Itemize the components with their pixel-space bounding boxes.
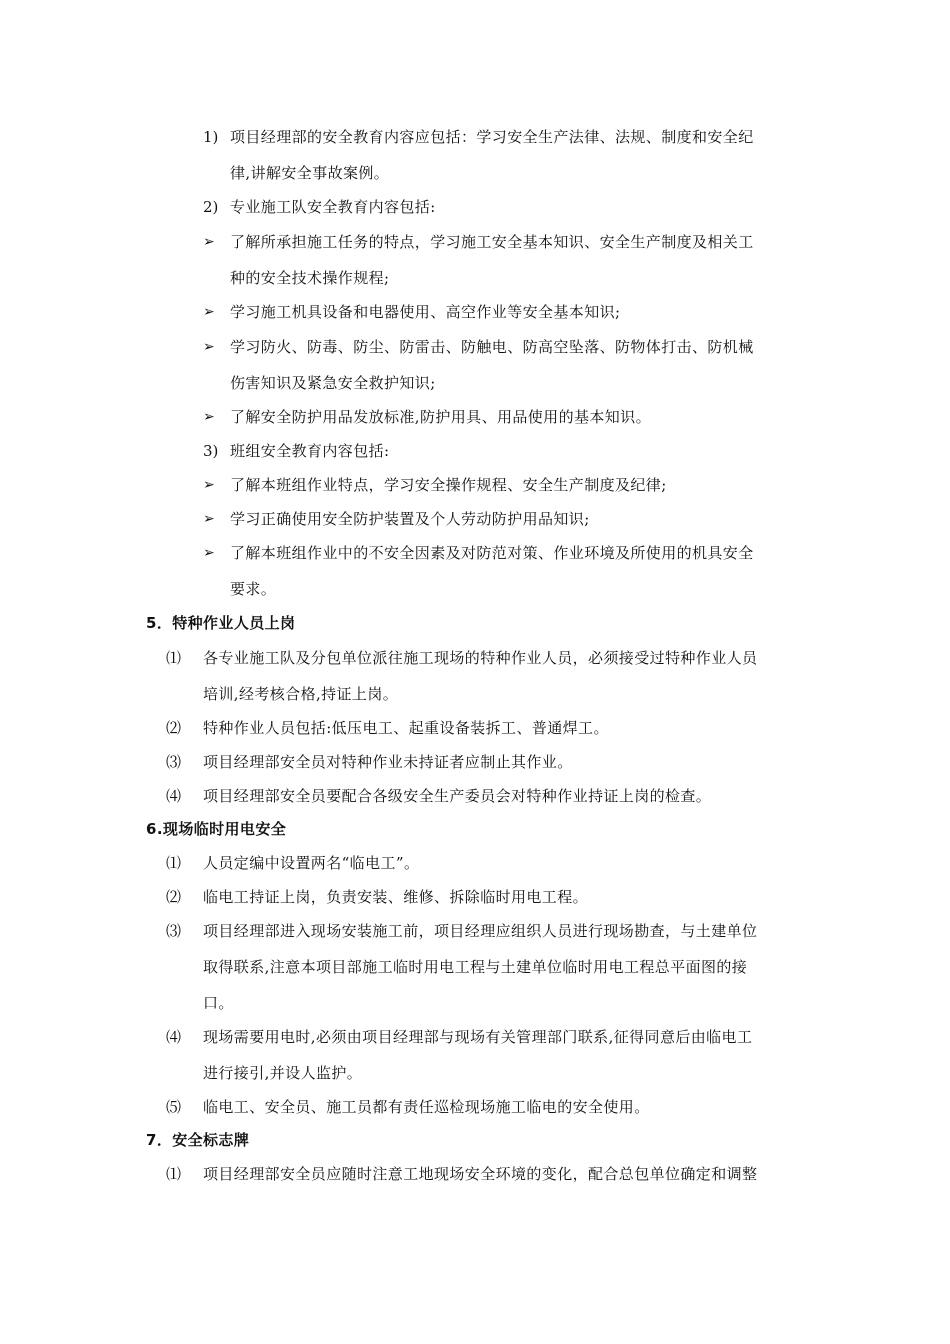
item-text: 项目经理部的安全教育内容应包括：学习安全生产法律、法规、制度和安全纪 <box>230 128 754 146</box>
bullet-text: 了解安全防护用品发放标准,防护用具、用品使用的基本知识。 <box>230 408 651 426</box>
item-text: 临电工、安全员、施工员都有责任巡检现场施工临电的安全使用。 <box>203 1098 650 1116</box>
item-text: 项目经理部安全员对特种作业未持证者应制止其作业。 <box>203 753 573 771</box>
item-text: 项目经理部进入现场安装施工前，项目经理应组织人员进行现场勘查，与土建单位 <box>203 922 758 940</box>
item-text: 临电工持证上岗，负责安装、维修、拆除临时用电工程。 <box>203 888 589 906</box>
bullet-text: 了解本班组作业特点，学习安全操作规程、安全生产制度及纪律; <box>230 476 667 494</box>
arrow-bullet-icon: ➢ <box>203 234 215 250</box>
item-marker: ⑵ <box>166 888 182 906</box>
item-marker: ⑸ <box>166 1098 182 1116</box>
arrow-bullet-icon: ➢ <box>203 409 215 425</box>
arrow-bullet-icon: ➢ <box>203 304 215 320</box>
bullet-text: 学习施工机具设备和电器使用、高空作业等安全基本知识; <box>230 303 621 321</box>
bullet-text: 伤害知识及紧急安全救护知识; <box>230 374 436 392</box>
bullet-text: 种的安全技术操作规程; <box>230 269 390 287</box>
item-marker: ⑵ <box>166 719 182 737</box>
item-text: 培训,经考核合格,持证上岗。 <box>203 685 399 703</box>
item-marker: ⑷ <box>166 787 182 805</box>
bullet-text: 了解本班组作业中的不安全因素及对防范对策、作业环境及所使用的机具安全 <box>230 544 754 562</box>
arrow-bullet-icon: ➢ <box>203 545 215 561</box>
section-heading: 6.现场临时用电安全 <box>146 820 287 838</box>
section-heading: 5．特种作业人员上岗 <box>146 614 296 632</box>
item-text: 专业施工队安全教育内容包括: <box>230 198 436 216</box>
bullet-text: 了解所承担施工任务的特点，学习施工安全基本知识、安全生产制度及相关工 <box>230 233 754 251</box>
item-marker: ⑴ <box>166 649 182 667</box>
section-heading: 7．安全标志牌 <box>146 1131 250 1149</box>
item-marker: ⑶ <box>166 922 182 940</box>
item-marker: ⑴ <box>166 854 182 872</box>
item-marker: 1) <box>203 128 219 146</box>
item-text: 特种作业人员包括:低压电工、起重设备装拆工、普通焊工。 <box>203 719 609 737</box>
arrow-bullet-icon: ➢ <box>203 477 215 493</box>
item-marker: ⑶ <box>166 753 182 771</box>
bullet-text: 学习正确使用安全防护装置及个人劳动防护用品知识; <box>230 510 590 528</box>
bullet-text: 要求。 <box>230 580 277 598</box>
item-text: 进行接引,并设人监护。 <box>203 1064 363 1082</box>
item-text: 人员定编中设置两名“临电工”。 <box>203 854 420 872</box>
arrow-bullet-icon: ➢ <box>203 511 215 527</box>
item-marker: 3) <box>203 442 219 460</box>
item-marker: ⑴ <box>166 1165 182 1183</box>
item-text: 律,讲解安全事故案例。 <box>230 164 390 182</box>
item-text: 项目经理部安全员要配合各级安全生产委员会对特种作业持证上岗的检查。 <box>203 787 712 805</box>
item-text: 现场需要用电时,必须由项目经理部与现场有关管理部门联系,征得同意后由临电工 <box>203 1028 753 1046</box>
item-text: 班组安全教育内容包括: <box>230 442 390 460</box>
bullet-text: 学习防火、防毒、防尘、防雷击、防触电、防高空坠落、防物体打击、防机械 <box>230 338 754 356</box>
item-marker: ⑷ <box>166 1028 182 1046</box>
arrow-bullet-icon: ➢ <box>203 339 215 355</box>
item-text: 项目经理部安全员应随时注意工地现场安全环境的变化，配合总包单位确定和调整 <box>203 1165 758 1183</box>
item-text: 各专业施工队及分包单位派往施工现场的特种作业人员，必须接受过特种作业人员 <box>203 649 758 667</box>
item-text: 取得联系,注意本项目部施工临时用电工程与土建单位临时用电工程总平面图的接 <box>203 958 748 976</box>
item-text: 口。 <box>203 994 234 1012</box>
item-marker: 2) <box>203 198 219 216</box>
